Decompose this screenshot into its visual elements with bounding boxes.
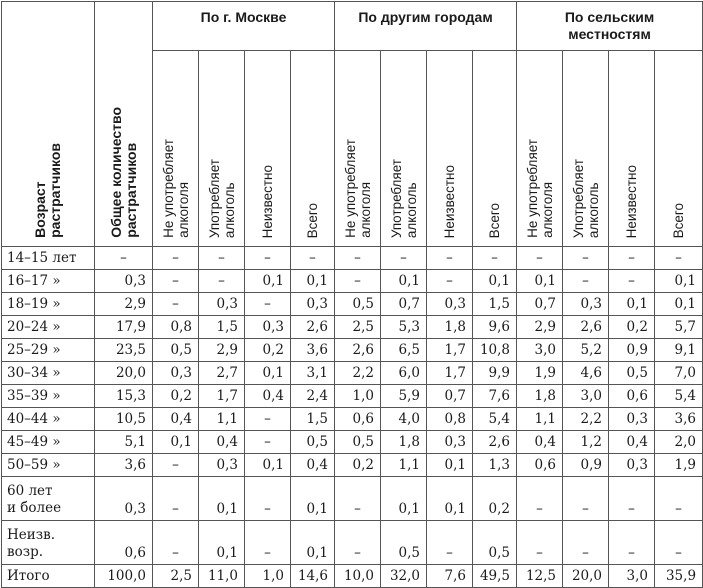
age-cell: 20–24 » [2,316,95,339]
value-cell: 3,0 [609,565,655,588]
value-cell: 2,7 [199,362,245,385]
value-cell: 0,4 [153,408,199,431]
value-cell: 0,3 [153,362,199,385]
value-cell: 7,6 [427,565,473,588]
value-cell: 0,3 [427,431,473,454]
total-cell: – [95,247,153,270]
subcol-header-total: Всего [473,51,517,247]
value-cell: 14,6 [291,565,335,588]
table-row [2,339,703,362]
subcol-header-total: Всего [655,51,703,247]
subcol-header-no-alcohol: Не употребляет алкоголя [335,51,381,247]
value-cell: 9,6 [473,316,517,339]
value-cell: 0,2 [473,477,517,521]
value-cell: 0,3 [291,293,335,316]
value-cell: 7,0 [655,362,703,385]
value-cell: 1,7 [427,339,473,362]
value-cell: 2,2 [335,362,381,385]
value-cell: 0,1 [655,270,703,293]
value-cell: 5,4 [473,408,517,431]
value-cell: – [655,521,703,565]
table-row [2,362,703,385]
value-cell: 2,9 [199,339,245,362]
value-cell: 4,6 [563,362,609,385]
value-cell: 10,8 [473,339,517,362]
value-cell: 9,1 [655,339,703,362]
age-cell: 35–39 » [2,385,95,408]
total-cell: 2,9 [95,293,153,316]
value-cell: 1,5 [473,293,517,316]
subcol-header-total: Всего [291,51,335,247]
value-cell: – [609,247,655,270]
table-row [2,477,703,521]
value-cell: 1,5 [199,316,245,339]
value-cell: 0,4 [609,431,655,454]
value-cell: 0,3 [563,293,609,316]
table-row [2,565,703,588]
age-cell: 45–49 » [2,431,95,454]
value-cell: 0,3 [199,293,245,316]
age-cell: 14–15 лет [2,247,95,270]
value-cell: 5,3 [381,316,427,339]
table-row [2,270,703,293]
value-cell: – [245,247,291,270]
value-cell: 2,6 [335,339,381,362]
value-cell: 1,1 [199,408,245,431]
table-row [2,521,703,565]
value-cell: 0,3 [609,454,655,477]
value-cell: 0,3 [609,408,655,431]
age-cell: Итого [2,565,95,588]
value-cell: 9,9 [473,362,517,385]
subcol-header-alcohol: Употребляет алкоголь [563,51,609,247]
age-cell: 60 лет и более [2,477,95,521]
value-cell: – [153,521,199,565]
age-column-header: Возраст растратчиков [2,2,95,247]
value-cell: – [655,477,703,521]
value-cell: 0,1 [291,521,335,565]
value-cell: – [609,477,655,521]
value-cell: – [609,521,655,565]
value-cell: – [335,521,381,565]
value-cell: 0,2 [153,385,199,408]
value-cell: 1,7 [199,385,245,408]
subcol-header-unknown: Неизвестно [427,51,473,247]
value-cell: 0,5 [335,431,381,454]
value-cell: 1,1 [381,454,427,477]
value-cell: 1,8 [381,431,427,454]
value-cell: 2,5 [335,316,381,339]
value-cell: – [245,477,291,521]
value-cell: 0,5 [609,362,655,385]
value-cell: 1,3 [473,454,517,477]
value-cell: 0,5 [335,293,381,316]
total-cell: 100,0 [95,565,153,588]
value-cell: – [245,521,291,565]
value-cell: 0,7 [427,385,473,408]
value-cell: 1,0 [245,565,291,588]
value-cell: 0,5 [153,339,199,362]
value-cell: 0,1 [153,431,199,454]
value-cell: 0,9 [609,339,655,362]
value-cell: 1,8 [427,316,473,339]
age-cell: 30–34 » [2,362,95,385]
value-cell: – [153,477,199,521]
value-cell: 0,6 [609,385,655,408]
value-cell: – [655,247,703,270]
value-cell: 6,5 [381,339,427,362]
value-cell: 0,8 [427,408,473,431]
value-cell: 1,8 [517,385,563,408]
subcol-header-no-alcohol: Не употребляет алкоголя [153,51,199,247]
value-cell: 2,5 [153,565,199,588]
value-cell: 2,0 [655,431,703,454]
value-cell: – [291,247,335,270]
value-cell: 0,4 [517,431,563,454]
table-body [2,247,703,588]
value-cell: 0,5 [473,521,517,565]
value-cell: 5,9 [381,385,427,408]
value-cell: 0,3 [427,293,473,316]
age-cell: 18–19 » [2,293,95,316]
value-cell: 0,4 [245,385,291,408]
value-cell: 0,1 [655,293,703,316]
header-row-groups [2,2,703,51]
value-cell: 0,2 [245,339,291,362]
age-cell: Неизв. возр. [2,521,95,565]
group-header-other-cities: По другим городам [335,2,517,51]
statistics-table [1,1,703,588]
value-cell: – [427,521,473,565]
subcol-header-alcohol: Употребляет алкоголь [199,51,245,247]
value-cell: 49,5 [473,565,517,588]
subcol-header-unknown: Неизвестно [609,51,655,247]
value-cell: – [427,247,473,270]
group-header-moscow: По г. Москве [153,2,335,51]
value-cell: – [245,431,291,454]
value-cell: – [335,270,381,293]
value-cell: 0,1 [245,270,291,293]
value-cell: 2,9 [517,316,563,339]
table-row [2,316,703,339]
value-cell: – [335,477,381,521]
value-cell: – [153,293,199,316]
value-cell: 1,2 [563,431,609,454]
value-cell: – [517,477,563,521]
value-cell: 0,4 [291,454,335,477]
value-cell: 0,1 [609,293,655,316]
value-cell: 7,6 [473,385,517,408]
value-cell: 0,1 [199,477,245,521]
subcol-header-no-alcohol: Не употребляет алкоголя [517,51,563,247]
value-cell: 3,6 [655,408,703,431]
value-cell: – [245,293,291,316]
value-cell: 0,1 [473,270,517,293]
group-header-rural: По сельским местностям [517,2,703,51]
value-cell: – [427,270,473,293]
value-cell: 3,1 [291,362,335,385]
value-cell: 5,2 [563,339,609,362]
value-cell: 0,7 [517,293,563,316]
value-cell: 1,9 [655,454,703,477]
value-cell: 3,0 [517,339,563,362]
value-cell: 0,5 [381,521,427,565]
value-cell: 0,1 [245,454,291,477]
value-cell: – [335,247,381,270]
value-cell: 32,0 [381,565,427,588]
value-cell: – [563,270,609,293]
table-row [2,408,703,431]
value-cell: 35,9 [655,565,703,588]
value-cell: 3,6 [291,339,335,362]
value-cell: 10,0 [335,565,381,588]
value-cell: 2,6 [291,316,335,339]
value-cell: 0,8 [153,316,199,339]
value-cell: 0,6 [335,408,381,431]
value-cell: 5,7 [655,316,703,339]
total-cell: 23,5 [95,339,153,362]
value-cell: – [153,247,199,270]
table-row [2,385,703,408]
value-cell: 0,1 [427,477,473,521]
total-cell: 0,3 [95,270,153,293]
total-cell: 17,9 [95,316,153,339]
value-cell: – [245,408,291,431]
value-cell: 2,2 [563,408,609,431]
value-cell: – [153,454,199,477]
total-cell: 10,5 [95,408,153,431]
value-cell: – [563,477,609,521]
value-cell: 0,3 [245,316,291,339]
value-cell: 4,0 [381,408,427,431]
age-cell: 40–44 » [2,408,95,431]
value-cell: 6,0 [381,362,427,385]
value-cell: 2,4 [291,385,335,408]
value-cell: 1,5 [291,408,335,431]
value-cell: 0,1 [381,477,427,521]
value-cell: 0,1 [427,454,473,477]
subcol-header-unknown: Неизвестно [245,51,291,247]
value-cell: 0,1 [291,477,335,521]
value-cell: 1,9 [517,362,563,385]
value-cell: 0,3 [199,454,245,477]
value-cell: – [517,521,563,565]
value-cell: 1,7 [427,362,473,385]
value-cell: 0,1 [245,362,291,385]
age-cell: 16–17 » [2,270,95,293]
value-cell: 5,4 [655,385,703,408]
value-cell: 2,6 [473,431,517,454]
table-row [2,454,703,477]
total-cell: 15,3 [95,385,153,408]
value-cell: 0,2 [609,316,655,339]
value-cell: 0,1 [291,270,335,293]
total-column-header: Общее количество растратчиков [95,2,153,247]
value-cell: – [381,247,427,270]
total-cell: 20,0 [95,362,153,385]
value-cell: 11,0 [199,565,245,588]
value-cell: 12,5 [517,565,563,588]
table-row [2,247,703,270]
value-cell: – [609,270,655,293]
value-cell: 0,6 [517,454,563,477]
value-cell: 2,6 [563,316,609,339]
table-row [2,293,703,316]
total-cell: 3,6 [95,454,153,477]
value-cell: 0,2 [335,454,381,477]
total-cell: 0,3 [95,477,153,521]
value-cell: 20,0 [563,565,609,588]
value-cell: – [473,247,517,270]
value-cell: 0,1 [517,270,563,293]
total-cell: 5,1 [95,431,153,454]
value-cell: 1,1 [517,408,563,431]
value-cell: 3,0 [563,385,609,408]
value-cell: 0,7 [381,293,427,316]
total-cell: 0,6 [95,521,153,565]
value-cell: – [517,247,563,270]
value-cell: 0,1 [381,270,427,293]
age-cell: 25–29 » [2,339,95,362]
subcol-header-alcohol: Употребляет алкоголь [381,51,427,247]
value-cell: 0,9 [563,454,609,477]
value-cell: – [563,247,609,270]
value-cell: – [563,521,609,565]
value-cell: 1,0 [335,385,381,408]
value-cell: – [199,270,245,293]
value-cell: 0,1 [199,521,245,565]
value-cell: 0,5 [291,431,335,454]
table-row [2,431,703,454]
age-cell: 50–59 » [2,454,95,477]
value-cell: – [153,270,199,293]
value-cell: 0,4 [199,431,245,454]
value-cell: – [199,247,245,270]
